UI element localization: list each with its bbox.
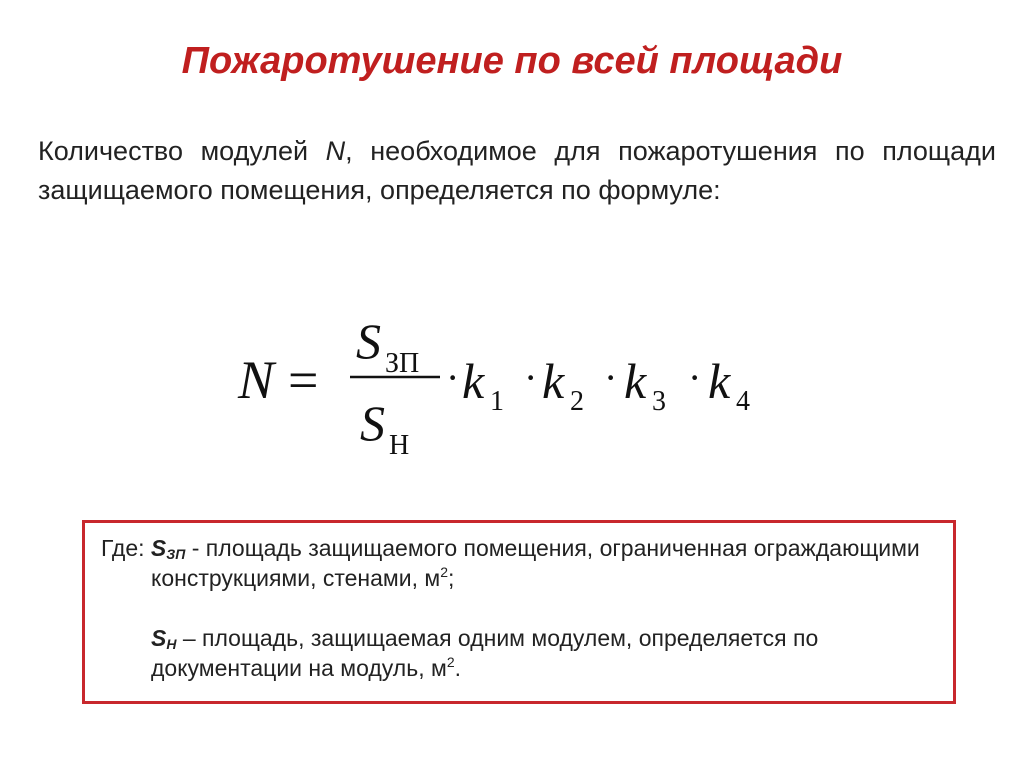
slide-title: Пожаротушение по всей площади: [181, 40, 843, 82]
sn-unit: $^2$.: [446, 654, 461, 681]
formula-k3-subscript: 3: [652, 386, 666, 417]
formula-k3: k: [624, 353, 647, 409]
definitions-spacer: [101, 593, 935, 623]
formula-numerator-s: S: [356, 313, 381, 369]
szp-description: - площадь защищаемого помещения, ограниченная ограждающими конструкциями, стенами, м: [151, 535, 920, 591]
formula-k2-subscript: 2: [570, 386, 584, 417]
sn-unit-power: 2: [446, 654, 455, 670]
formula-k2: k: [542, 353, 565, 409]
definition-szp: [101, 533, 935, 593]
formula-denominator-subscript: Н: [389, 430, 410, 461]
sn-description: – площадь, защищаемая одним модулем, определяется по документации на модуль, м: [151, 625, 819, 681]
multiply-dot-3: ·: [604, 355, 618, 400]
sn-symbol: $S_Н$: [151, 625, 177, 652]
multiply-dot-4: ·: [688, 355, 702, 400]
definition-sn: [101, 623, 935, 683]
definitions-box: [82, 520, 956, 704]
formula-k4: k: [708, 353, 731, 409]
formula-svg: [0, 300, 1024, 480]
formula-equals: =: [288, 350, 319, 410]
intro-variable-n: N: [325, 136, 346, 166]
szp-symbol: $S_{ЗП}$: [150, 535, 186, 562]
intro-paragraph: [38, 132, 996, 210]
multiply-dot-2: ·: [524, 355, 538, 400]
sn-subscript: Н: [166, 636, 177, 652]
formula-k1-subscript: 1: [490, 386, 504, 417]
formula-k4-subscript: 4: [736, 386, 750, 417]
formula-lhs-n: N: [238, 350, 275, 410]
multiply-dot-1: ·: [446, 355, 460, 400]
szp-unit-power: 2: [440, 564, 448, 580]
szp-subscript: ЗП: [166, 546, 186, 562]
intro-text-start: Количество модулей: [38, 136, 326, 166]
formula: [0, 300, 1024, 480]
where-label: Где:: [101, 535, 151, 561]
intro-text-end: , необходимое для пожаротушения по площади защищаемого помещения, определяется по формуле:: [38, 136, 996, 205]
szp-unit: $^2$;: [440, 564, 455, 591]
formula-denominator-s: S: [360, 395, 385, 451]
formula-numerator-subscript: ЗП: [385, 348, 420, 379]
formula-k1: k: [462, 353, 485, 409]
